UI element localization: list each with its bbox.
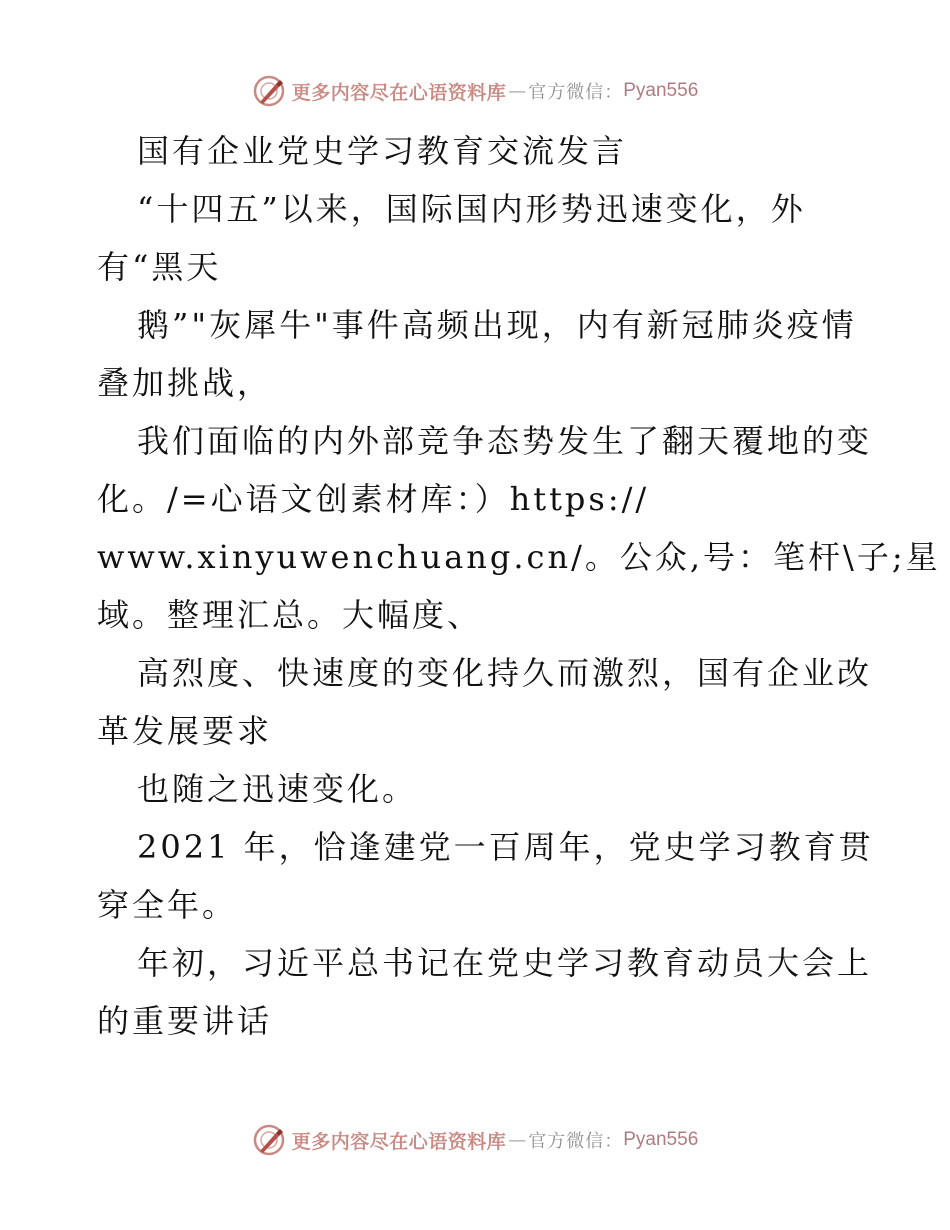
paragraph-line: 的重要讲话 — [97, 1002, 273, 1040]
watermark-wechat-id: Pyan556 — [623, 1129, 699, 1150]
paragraph-line: 有“黑天 — [97, 248, 222, 286]
watermark-official-label: 官方微信： — [528, 1131, 624, 1152]
watermark-wechat-id: Pyan556 — [623, 80, 699, 101]
header-watermark — [0, 71, 950, 111]
watermark-brand-text: 更多内容尽在心语资料库 — [291, 81, 507, 104]
paragraph-line: 高烈度、快速度的变化持久而激烈，国有企业改 — [137, 654, 873, 692]
paragraph-line: 叠加挑战， — [97, 364, 273, 402]
paragraph-line: 穿全年。 — [97, 886, 238, 924]
paragraph-line: 我们面临的内外部竞争态势发生了翻天覆地的变 — [137, 422, 873, 460]
pen-circle-logo-icon — [252, 74, 286, 108]
watermark-brand-text: 更多内容尽在心语资料库 — [291, 1130, 507, 1153]
paragraph-line: 化。/=心语文创素材库：）https:// — [97, 480, 650, 518]
document-body — [97, 122, 941, 1050]
paragraph-line: 鹅”"灰犀牛"事件高频出现，内有新冠肺炎疫情 — [137, 306, 857, 344]
document-title: 国有企业党史学习教育交流发言 — [137, 132, 628, 170]
paragraph-line: 域。整理汇总。大幅度、 — [97, 596, 483, 634]
paragraph-line: www.xinyuwenchuang.cn/。公众,号：笔杆\子;星 — [97, 538, 941, 576]
paragraph-line: 也随之迅速变化。 — [137, 770, 418, 808]
watermark-official-label: 官方微信： — [528, 82, 624, 103]
paragraph-line: 2021 年，恰逢建党一百周年，党史学习教育贯 — [137, 828, 874, 866]
watermark-separator: — — [508, 1129, 527, 1151]
paragraph-line: “十四五”以来，国际国内形势迅速变化，外 — [137, 190, 806, 228]
paragraph-line: 年初，习近平总书记在党史学习教育动员大会上 — [137, 944, 873, 982]
paragraph-line: 革发展要求 — [97, 712, 273, 750]
watermark-separator: — — [508, 80, 527, 102]
footer-watermark — [0, 1120, 950, 1160]
pen-circle-logo-icon — [252, 1123, 286, 1157]
